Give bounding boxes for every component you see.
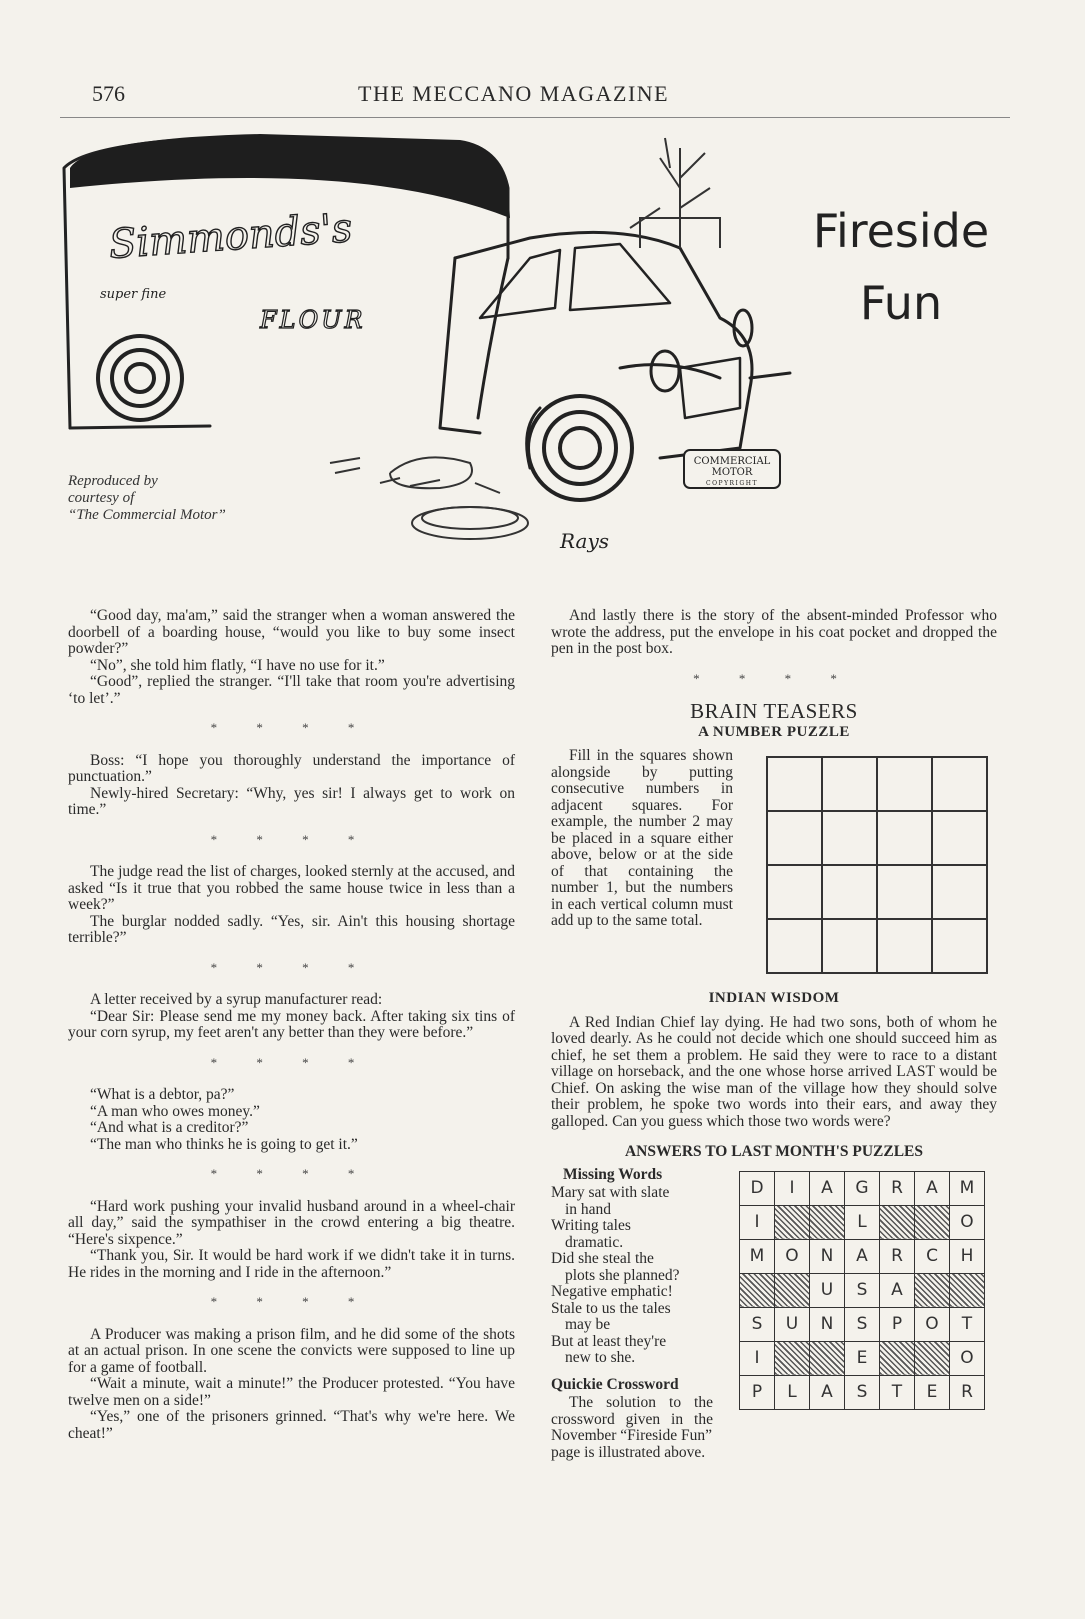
left-column xyxy=(68,608,515,1442)
headline-line2: Fun xyxy=(859,276,943,330)
crossword-letter-cell: T xyxy=(880,1375,915,1409)
van-sign-flour-text: FLOUR xyxy=(260,306,366,334)
joke-prison-film: A Producer was making a prison film, and he did some of the shots at an actual prison. In one scene the convicts were supposed to line up for a game of football. “Wait a minute, wait a minute!” the Producer protested. “You have twelve men on a side!” “Yes,” one of the prisoners grinned. “That's why we're here. We cheat!” xyxy=(68,1325,515,1442)
crossword-letter-cell: L xyxy=(775,1375,810,1409)
missing-words-title: Missing Words xyxy=(563,1165,663,1183)
quickie-crossword-text: The solution to the crossword given in the November “Fireside Fun” xyxy=(551,1394,713,1444)
crossword-letter-cell: A xyxy=(810,1375,845,1409)
crossword-block-cell xyxy=(810,1341,845,1375)
joke-insect-powder: “Good day, ma'am,” said the stranger when a woman answered the doorbell of a boarding house, “would you like to buy some insect powder?” “No”, she told him flatly, “I have no use for it.” “Good”, replied the stranger. “I'll take that room you're advertising ‘to let’.” xyxy=(68,607,515,707)
headline xyxy=(806,195,996,339)
crossword-letter-cell: A xyxy=(810,1171,845,1205)
crossword-letter-cell: O xyxy=(950,1205,985,1239)
right-column xyxy=(551,608,997,1467)
separator-stars: * * * * xyxy=(210,1294,373,1309)
joke-burglar: The judge read the list of charges, looked sternly at the accused, and asked “Is it true that you robbed the same house twice in less than a week?” The burglar nodded sadly. “Yes, sir. Ain't this housing shortage terrible?” xyxy=(68,863,515,946)
crossword-letter-cell: S xyxy=(845,1375,880,1409)
crossword-letter-cell: O xyxy=(775,1239,810,1273)
stamp-line2: MOTOR xyxy=(711,467,753,478)
crossword-letter-cell: I xyxy=(775,1171,810,1205)
number-puzzle-title: A NUMBER PUZZLE xyxy=(698,723,850,740)
stamp-line3: COPYRIGHT xyxy=(706,480,758,487)
crossword-letter-cell: A xyxy=(915,1171,950,1205)
crossword-letter-cell: M xyxy=(740,1239,775,1273)
joke-professor: And lastly there is the story of the absent-minded Professor who wrote the address, put the envelope in his coat pocket and dropped the pen in the post box. xyxy=(551,607,997,657)
crossword-row xyxy=(740,1307,985,1341)
separator-stars: * * * * xyxy=(210,959,373,975)
crossword-letter-cell: M xyxy=(950,1171,985,1205)
answers-title: ANSWERS TO LAST MONTH'S PUZZLES xyxy=(624,1143,924,1160)
crossword-block-cell xyxy=(950,1273,985,1307)
van-cartoon-illustration xyxy=(60,128,820,598)
crossword-letter-cell: U xyxy=(775,1307,810,1341)
crossword-letter-cell: A xyxy=(880,1273,915,1307)
number-puzzle-grid xyxy=(766,756,988,974)
crossword-block-cell xyxy=(915,1341,950,1375)
crossword-letter-cell: S xyxy=(845,1273,880,1307)
crossword-letter-cell: H xyxy=(950,1239,985,1273)
crossword-letter-cell: O xyxy=(915,1307,950,1341)
answers-section xyxy=(551,1167,997,1467)
crossword-row xyxy=(740,1375,985,1409)
joke-punctuation: Boss: “I hope you thoroughly understand the importance of punctuation.” Newly-hired Secretary: “Why, yes sir! I always get to work on time.” xyxy=(68,751,515,818)
indian-wisdom-title: INDIAN WISDOM xyxy=(708,990,840,1006)
headline-line1: Fireside xyxy=(812,204,990,258)
crossword-letter-cell: P xyxy=(740,1375,775,1409)
crossword-row xyxy=(740,1205,985,1239)
crossword-letter-cell: U xyxy=(810,1273,845,1307)
separator-stars: * * * * xyxy=(210,720,373,735)
crossword-block-cell xyxy=(740,1273,775,1307)
crossword-letter-cell: N xyxy=(810,1239,845,1273)
crossword-letter-cell: P xyxy=(880,1307,915,1341)
crossword-letter-cell: L xyxy=(845,1205,880,1239)
joke-wheel-chair: “Hard work pushing your invalid husband around in a wheel-chair all day,” said the sympathiser in the crowd entering a big theatre. “Here's sixpence.” “Thank you, Sir. It would be hard work if we didn't take it in turns. He rides in the morning and I ride in the afternoon.” xyxy=(68,1197,515,1281)
magazine-title: THE MECCANO MAGAZINE xyxy=(358,81,670,106)
number-puzzle-text: Fill in the squares shown alongside by putting consecutive numbers in adjacent squares. For example, the number 2 may be placed in a square either above, below or at the side of that containing the number 1, but the numbers in each vertical column must add up to the same total. xyxy=(551,747,733,929)
crossword-block-cell xyxy=(915,1273,950,1307)
separator-stars: * * * * xyxy=(693,670,855,686)
crossword-letter-cell: R xyxy=(880,1239,915,1273)
separator-stars: * * * * xyxy=(210,1166,373,1181)
crossword-letter-cell: E xyxy=(915,1375,950,1409)
crossword-letter-cell: S xyxy=(845,1307,880,1341)
crossword-letter-cell: G xyxy=(845,1171,880,1205)
separator-stars: * * * * xyxy=(210,1054,373,1070)
crossword-letter-cell: O xyxy=(950,1341,985,1375)
crossword-letter-cell: T xyxy=(950,1307,985,1341)
indian-wisdom-text: A Red Indian Chief lay dying. He had two sons, both of whom he loved dearly. As he could not decide which one should succeed him as chief, he set them a problem. He said they were to race to a distant village on horseback, and the one whose horse arrived LAST would be Chief. On asking the wise man of the village how they should solve their problem, he spoke two words into their ears, and away they galloped. Can you guess which those two words were? xyxy=(551,1013,997,1130)
crossword-letter-cell: S xyxy=(740,1307,775,1341)
stamp-line1: COMMERCIAL xyxy=(693,456,771,467)
brain-teasers-title: BRAIN TEASERS xyxy=(690,699,858,723)
crossword-letter-cell: R xyxy=(880,1171,915,1205)
crossword-block-cell xyxy=(880,1341,915,1375)
crossword-block-cell xyxy=(810,1205,845,1239)
artist-signature: Rays xyxy=(560,529,610,553)
separator-stars: * * * * xyxy=(210,831,373,847)
header-rule xyxy=(60,117,1010,118)
crossword-letter-cell: D xyxy=(740,1171,775,1205)
crossword-letter-cell: C xyxy=(915,1239,950,1273)
missing-words-poem: Mary sat with slate in hand Writing tales dramatic. Did she steal the plots she planned? Negative emphatic! Stale to us the tales may be But at least they're new to she. xyxy=(551,1184,680,1366)
quickie-crossword-title: Quickie Crossword xyxy=(551,1375,679,1393)
crossword-row xyxy=(740,1171,985,1205)
joke-debtor: “What is a debtor, pa?” “A man who owes money.” “And what is a creditor?” “The man who thinks he is going to get it.” xyxy=(90,1086,358,1153)
crossword-block-cell xyxy=(915,1205,950,1239)
page-number: 576 xyxy=(92,81,125,106)
crossword-row xyxy=(740,1273,985,1307)
crossword-letter-cell: A xyxy=(845,1239,880,1273)
crossword-letter-cell: E xyxy=(845,1341,880,1375)
quickie-crossword-text-end: page is illustrated above. xyxy=(551,1443,706,1461)
illustration-credit: Reproduced by courtesy of “The Commercial Motor” xyxy=(68,473,226,523)
crossword-letter-cell: R xyxy=(950,1375,985,1409)
crossword-row xyxy=(740,1239,985,1273)
crossword-block-cell xyxy=(775,1341,810,1375)
crossword-solution-grid xyxy=(739,1171,985,1410)
crossword-letter-cell: N xyxy=(810,1307,845,1341)
crossword-letter-cell: I xyxy=(740,1205,775,1239)
crossword-row xyxy=(740,1341,985,1375)
number-puzzle xyxy=(551,748,997,984)
crossword-block-cell xyxy=(880,1205,915,1239)
crossword-letter-cell: I xyxy=(740,1341,775,1375)
crossword-block-cell xyxy=(775,1205,810,1239)
crossword-block-cell xyxy=(775,1273,810,1307)
van-sign-text: Simmonds's xyxy=(107,205,354,268)
van-sign-small-text: super fine xyxy=(100,287,167,302)
joke-syrup: A letter received by a syrup manufacturer read: “Dear Sir: Please send me my money back. After taking six tins of your corn syrup, my feet aren't any better than they were before.” xyxy=(68,991,515,1041)
